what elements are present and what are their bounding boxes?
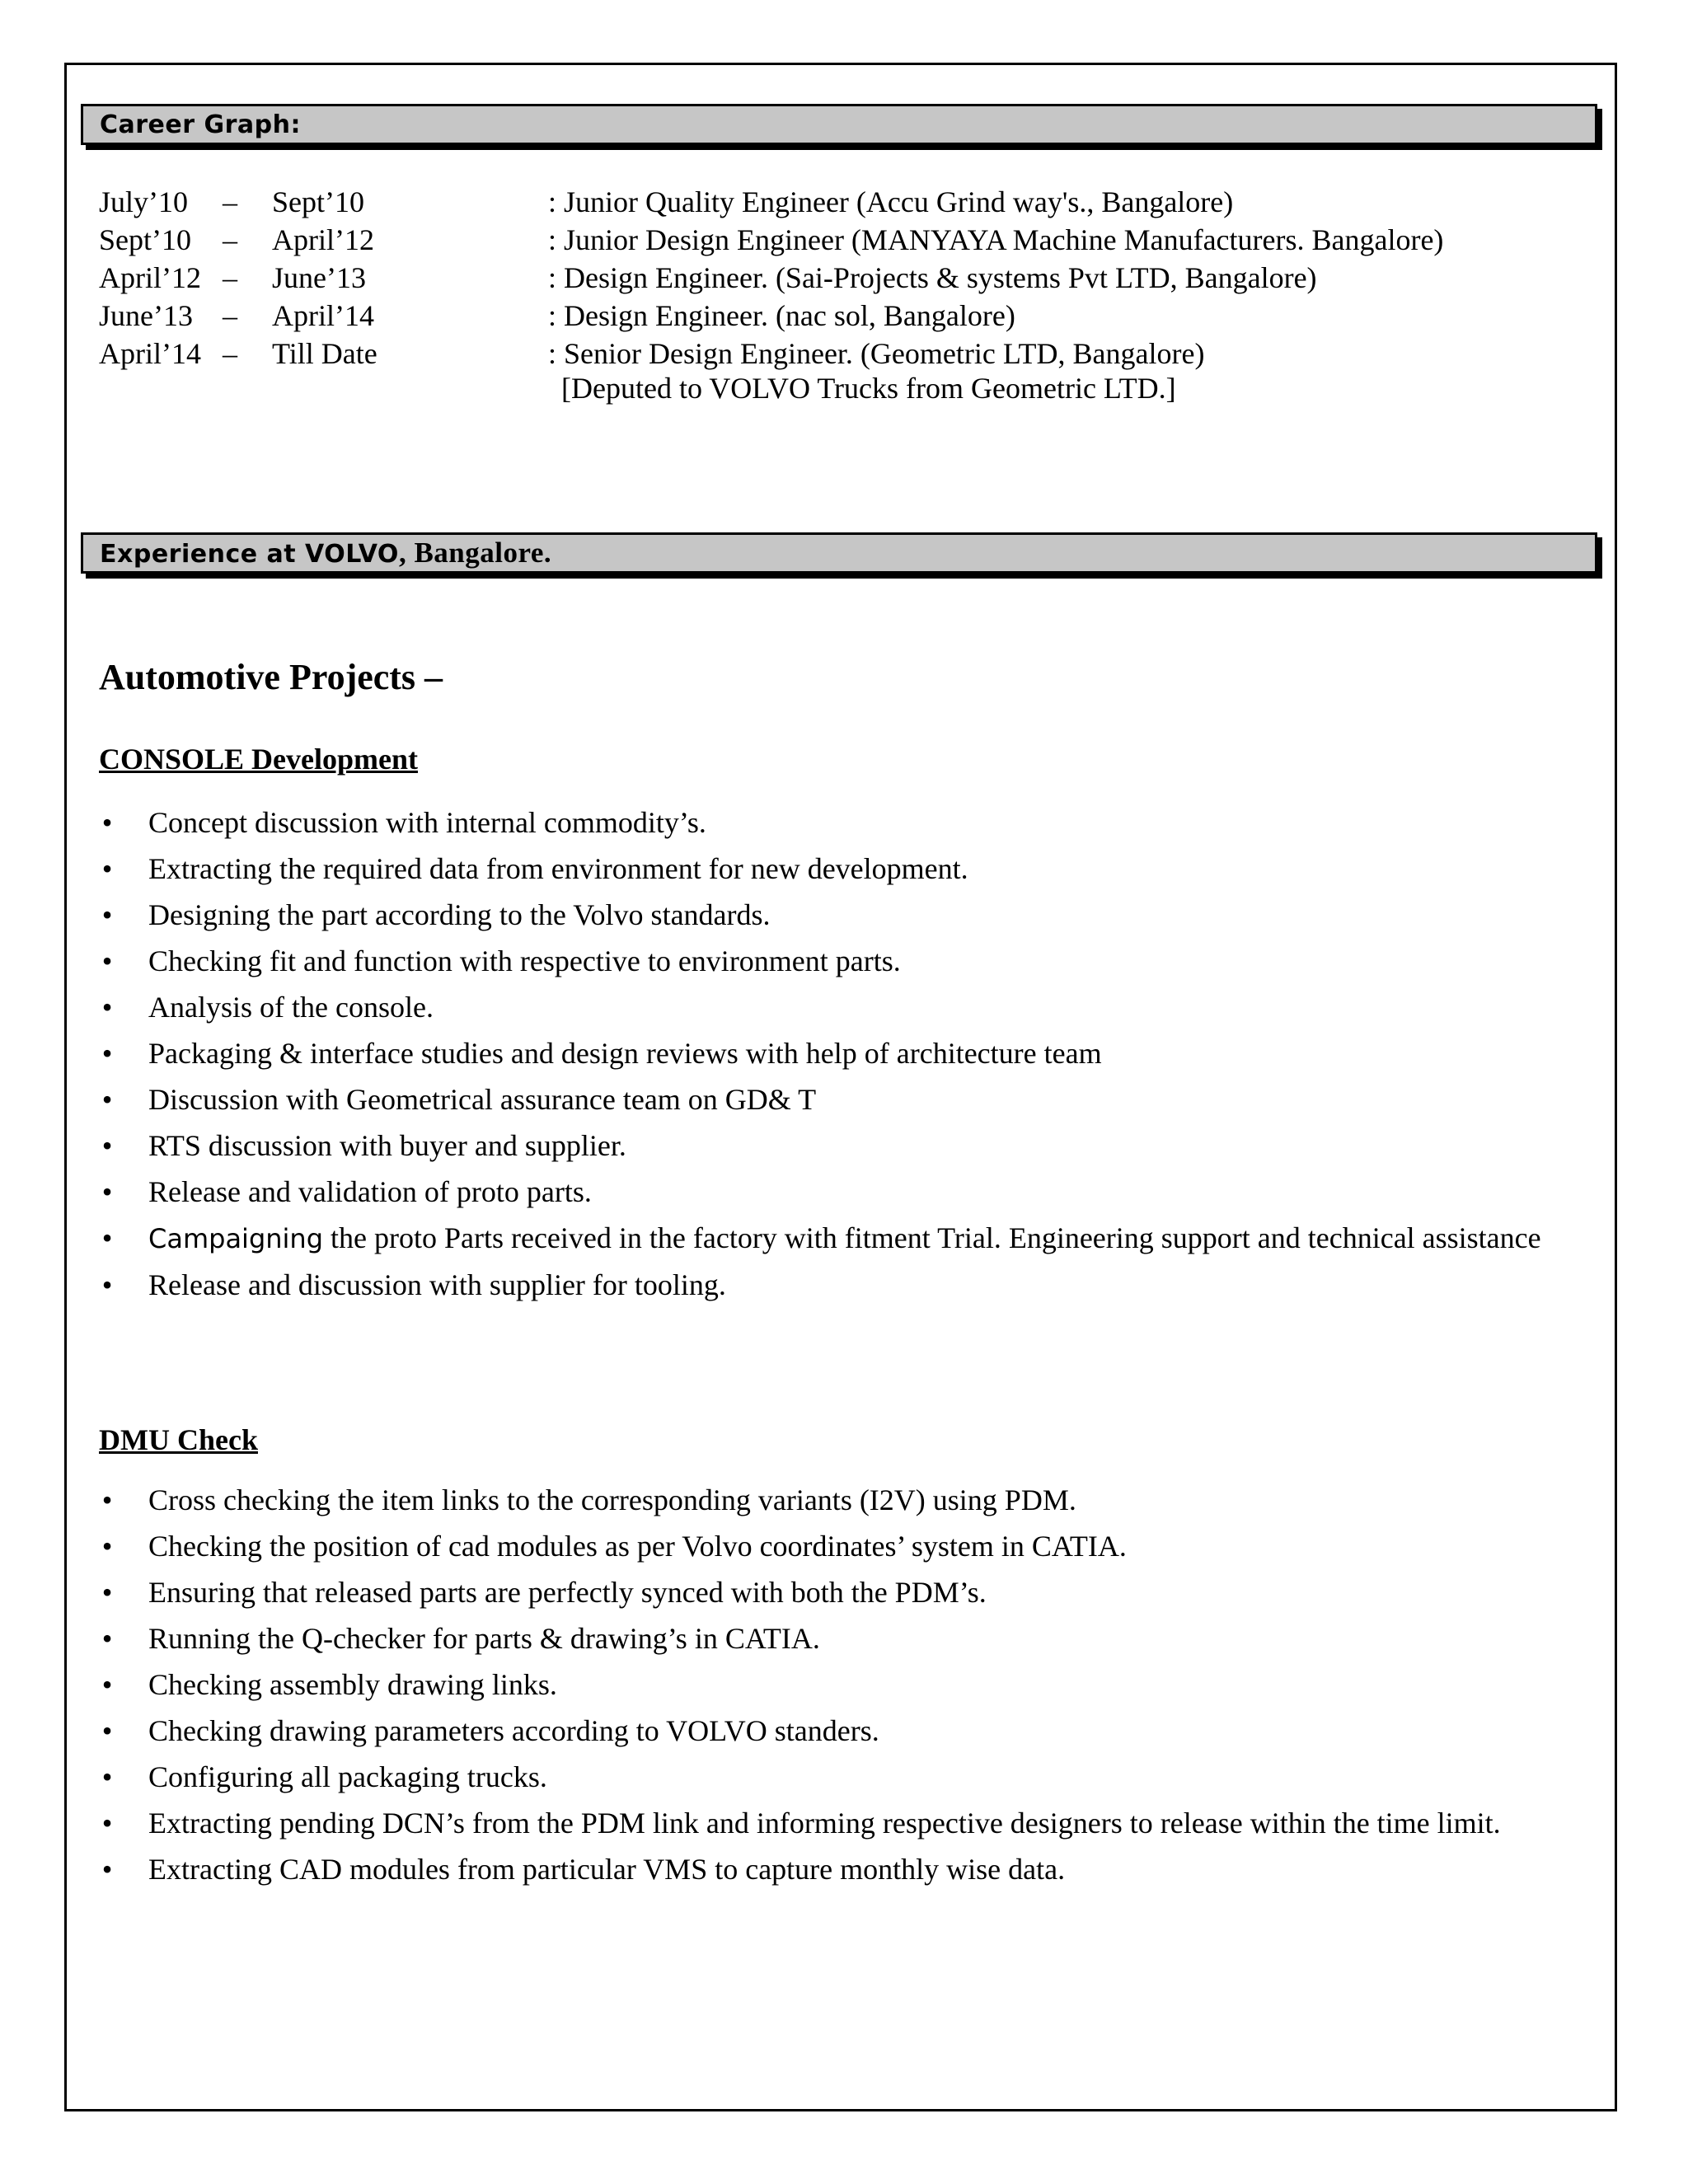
- list-item: [99, 1078, 1582, 1121]
- career-from: April’12: [99, 261, 201, 294]
- experience-title-company: Experience at VOLVO: [100, 540, 399, 569]
- console-bullet-list: [99, 801, 1582, 1310]
- career-graph-title: Career Graph:: [100, 110, 301, 139]
- list-item: [99, 847, 1582, 890]
- list-item-text: RTS discussion with buyer and supplier.: [148, 1129, 626, 1162]
- list-item: [99, 1755, 1582, 1798]
- list-item-text: Running the Q-checker for parts & drawing’s in CATIA.: [148, 1622, 820, 1655]
- list-item-text: Release and discussion with supplier for tooling.: [148, 1268, 726, 1301]
- list-item: [99, 1571, 1582, 1614]
- bullet-icon: •: [101, 1083, 113, 1116]
- career-from: June’13: [99, 299, 193, 332]
- career-dash: –: [223, 337, 237, 370]
- career-graph-header: [81, 104, 1597, 145]
- bullet-icon: •: [101, 852, 113, 885]
- bullet-icon: •: [101, 1037, 113, 1070]
- career-description: : Design Engineer. (Sai-Projects & systems Pvt LTD, Bangalore): [548, 261, 1317, 294]
- list-item-text: Concept discussion with internal commodity’s.: [148, 806, 706, 839]
- bullet-icon: •: [101, 1268, 113, 1301]
- experience-header: [81, 532, 1597, 574]
- automotive-projects-heading: Automotive Projects –: [99, 657, 443, 697]
- list-item-text: Analysis of the console.: [148, 991, 434, 1024]
- career-to: Till Date: [272, 337, 377, 370]
- list-item: [99, 1124, 1582, 1167]
- list-item: [99, 1263, 1582, 1306]
- bullet-icon: •: [101, 1483, 113, 1516]
- list-item-text: Release and validation of proto parts.: [148, 1175, 592, 1208]
- career-to: April’12: [272, 223, 374, 256]
- career-to: April’14: [272, 299, 374, 332]
- list-item: [99, 1617, 1582, 1660]
- list-item: [99, 1709, 1582, 1752]
- career-to: June’13: [272, 261, 366, 294]
- list-item: [99, 1663, 1582, 1706]
- career-description: : Junior Design Engineer (MANYAYA Machine Manufacturers. Bangalore): [548, 223, 1444, 256]
- list-item: [99, 1848, 1582, 1891]
- list-item: [99, 1170, 1582, 1213]
- career-from: Sept’10: [99, 223, 191, 256]
- list-item: [99, 893, 1582, 936]
- bullet-icon: •: [101, 1760, 113, 1793]
- bullet-icon: •: [101, 1622, 113, 1655]
- dmu-check-heading: DMU Check: [99, 1423, 258, 1456]
- list-item-text: Extracting the required data from environment for new development.: [148, 852, 968, 885]
- list-item-text: Packaging & interface studies and design reviews with help of architecture team: [148, 1037, 1102, 1070]
- list-item: [99, 801, 1582, 844]
- career-dash: –: [223, 223, 237, 256]
- list-item-text: Checking the position of cad modules as per Volvo coordinates’ system in CATIA.: [148, 1530, 1127, 1563]
- console-development-heading: CONSOLE Development: [99, 743, 418, 776]
- list-item-text: Extracting CAD modules from particular VMS to capture monthly wise data.: [148, 1853, 1066, 1886]
- experience-title: [100, 537, 551, 569]
- career-description: : Junior Quality Engineer (Accu Grind way's., Bangalore): [548, 185, 1234, 218]
- list-item-text: the proto Parts received in the factory with fitment Trial. Engineering support and technical assistance: [323, 1221, 1541, 1254]
- bullet-icon: •: [101, 1221, 113, 1254]
- bullet-icon: •: [101, 1853, 113, 1886]
- bullet-icon: •: [101, 1807, 113, 1840]
- career-from: April’14: [99, 337, 201, 370]
- bullet-icon: •: [101, 1129, 113, 1162]
- list-item-text: Ensuring that released parts are perfectly synced with both the PDM’s.: [148, 1576, 987, 1609]
- list-item-text: Configuring all packaging trucks.: [148, 1760, 547, 1793]
- career-description: : Design Engineer. (nac sol, Bangalore): [548, 299, 1015, 332]
- bullet-icon: •: [101, 806, 113, 839]
- deputed-note: [Deputed to VOLVO Trucks from Geometric LTD.]: [561, 372, 1176, 405]
- career-to: Sept’10: [272, 185, 364, 218]
- list-item-text: Checking drawing parameters according to VOLVO standers.: [148, 1714, 879, 1747]
- list-item: [99, 986, 1582, 1029]
- bullet-icon: •: [101, 944, 113, 977]
- bullet-icon: •: [101, 1175, 113, 1208]
- bullet-icon: •: [101, 1714, 113, 1747]
- list-item-text: Discussion with Geometrical assurance team on GD& T: [148, 1083, 817, 1116]
- list-item: [99, 1802, 1582, 1844]
- bullet-icon: •: [101, 898, 113, 931]
- career-dash: –: [223, 261, 237, 294]
- career-from: July’10: [99, 185, 188, 218]
- list-item: [99, 1216, 1582, 1260]
- list-item-text: Cross checking the item links to the corresponding variants (I2V) using PDM.: [148, 1483, 1076, 1516]
- career-dash: –: [223, 185, 237, 218]
- experience-title-location: , Bangalore.: [398, 537, 552, 569]
- list-item: [99, 940, 1582, 982]
- bullet-icon: •: [101, 1668, 113, 1701]
- list-item-text: Checking fit and function with respective to environment parts.: [148, 944, 901, 977]
- campaign-prefix: Campaigning: [148, 1223, 324, 1254]
- bullet-icon: •: [101, 991, 113, 1024]
- bullet-icon: •: [101, 1576, 113, 1609]
- list-item-text: Extracting pending DCN’s from the PDM link and informing respective designers to release within the time limit.: [148, 1807, 1501, 1840]
- career-dash: –: [223, 299, 237, 332]
- bullet-icon: •: [101, 1530, 113, 1563]
- list-item: [99, 1032, 1582, 1075]
- list-item: [99, 1525, 1582, 1568]
- dmu-bullet-list: [99, 1479, 1582, 1894]
- list-item: [99, 1479, 1582, 1521]
- list-item-text: Checking assembly drawing links.: [148, 1668, 557, 1701]
- list-item-text: Designing the part according to the Volvo standards.: [148, 898, 771, 931]
- career-description: : Senior Design Engineer. (Geometric LTD, Bangalore): [548, 337, 1205, 370]
